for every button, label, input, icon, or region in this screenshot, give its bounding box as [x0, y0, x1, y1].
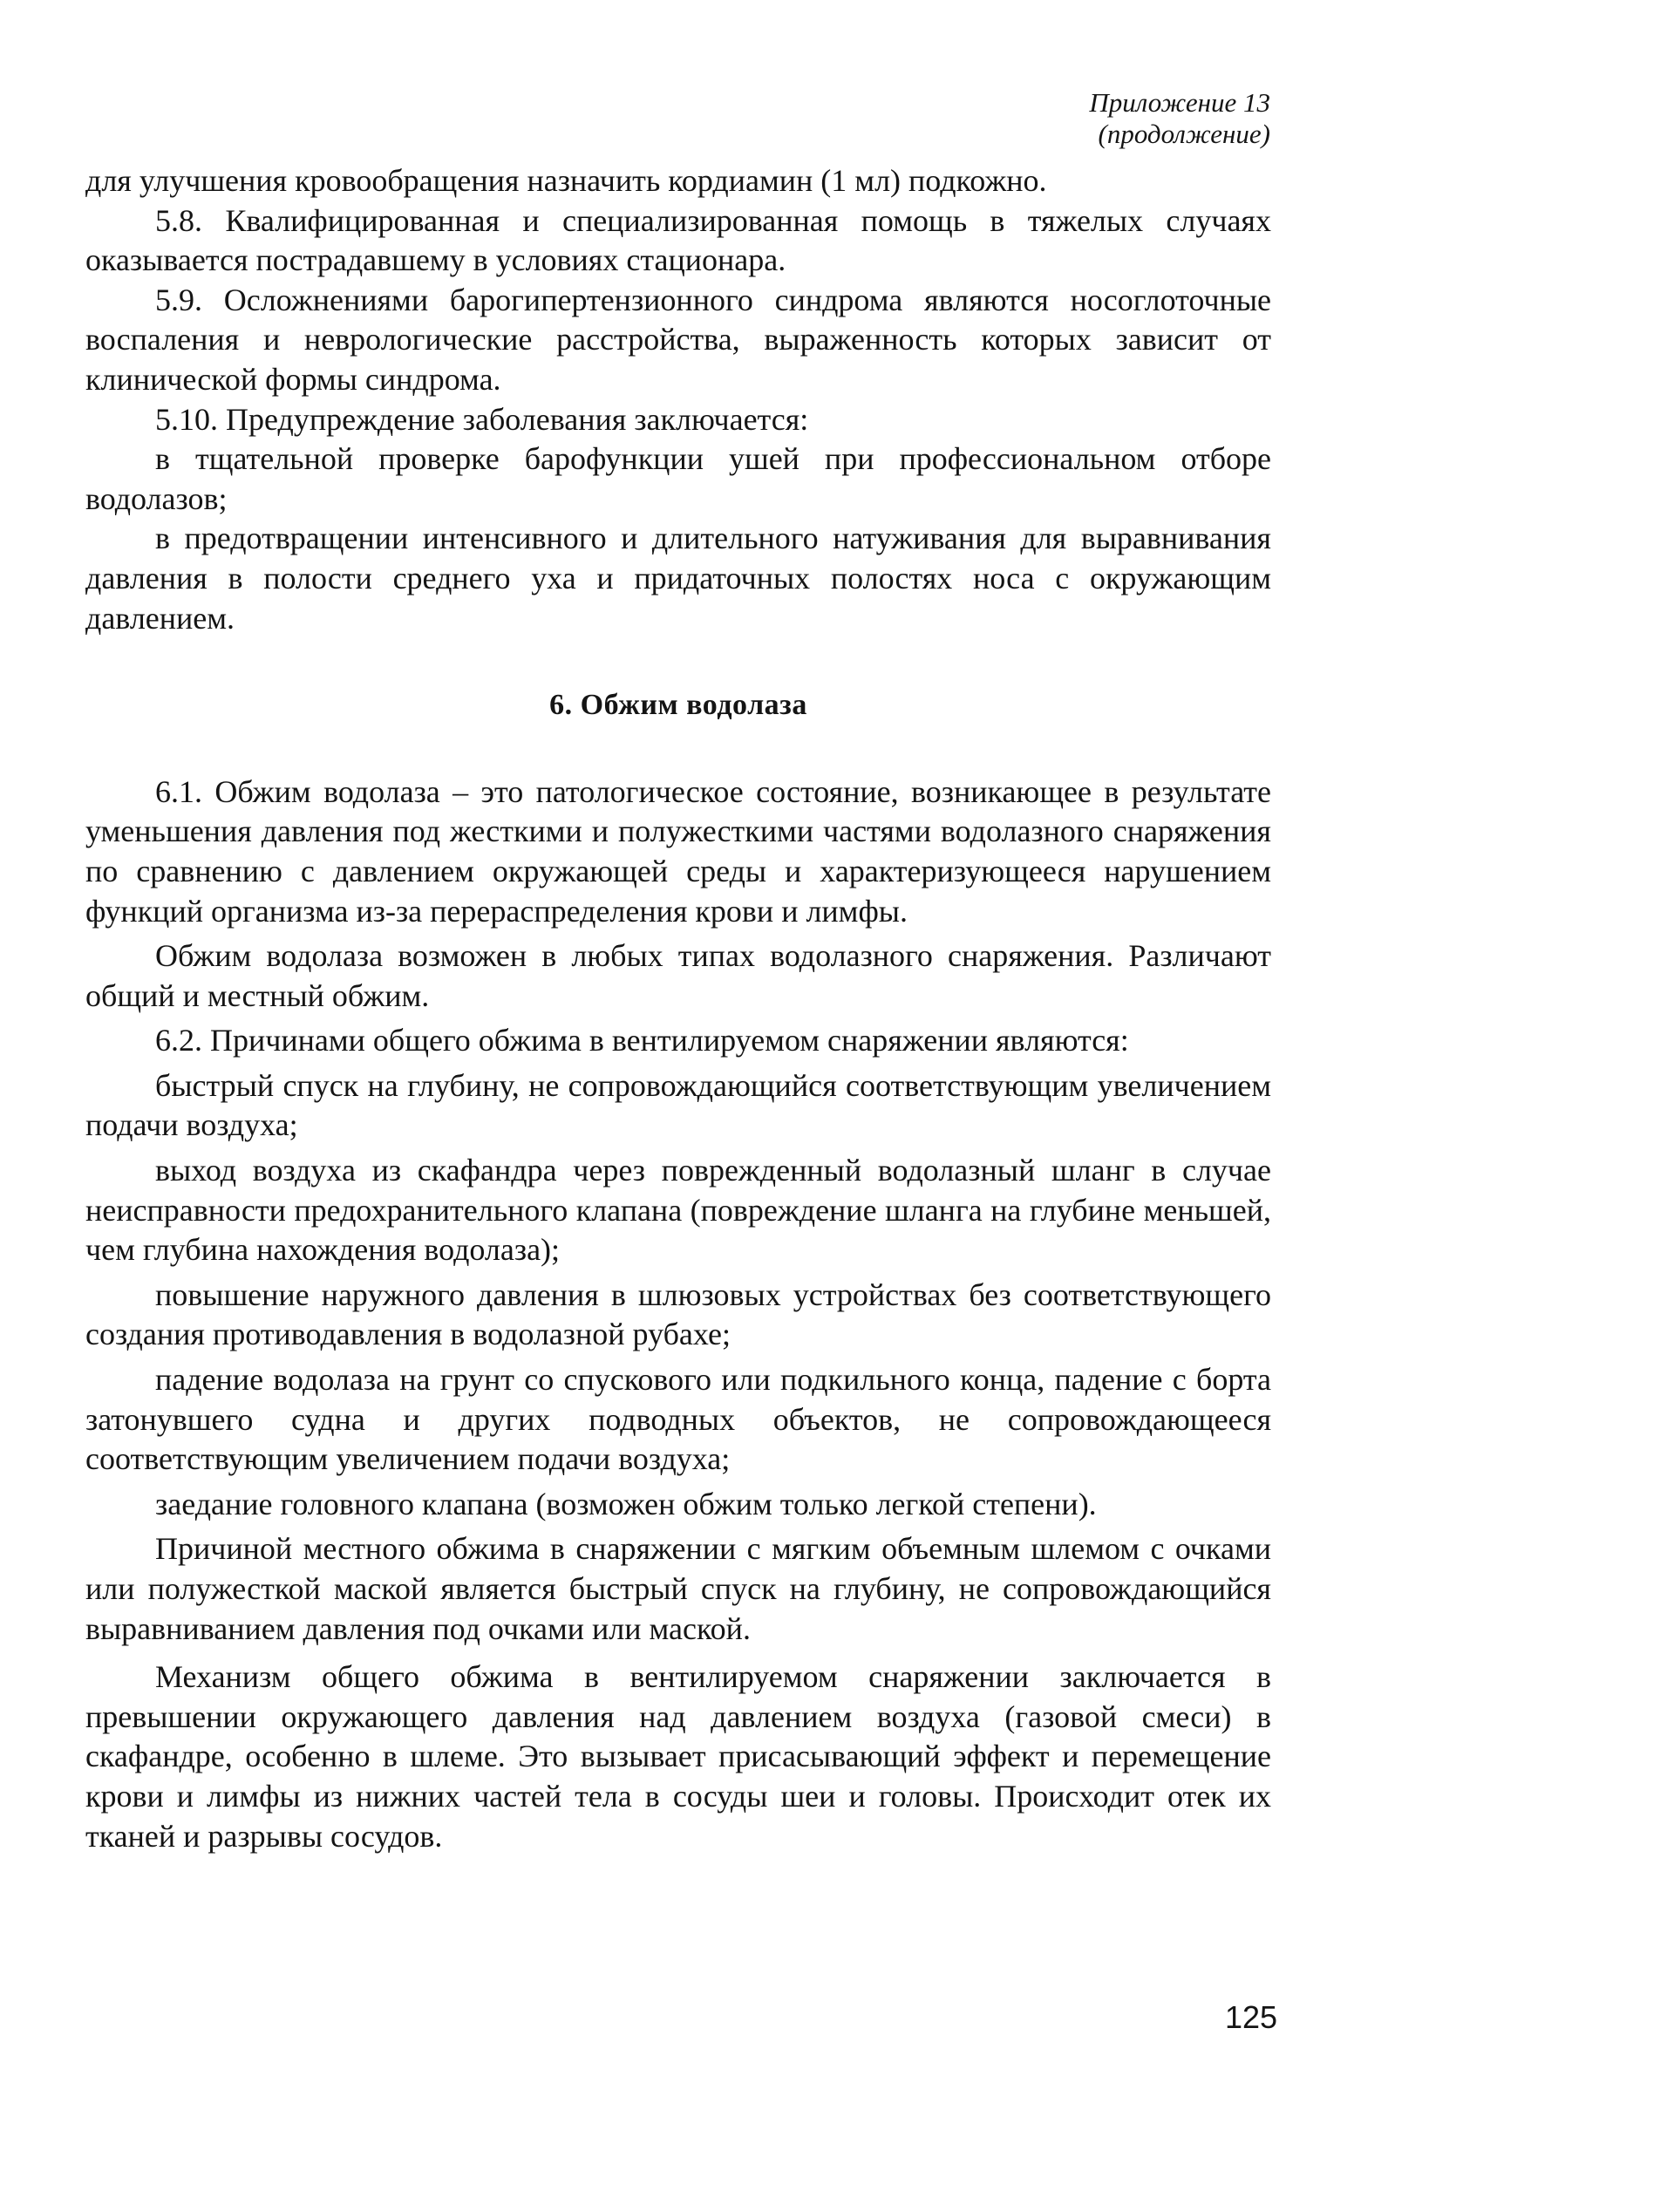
paragraph: Механизм общего обжима в вентилируемом снаряжении заключается в превышении окружающего давления над давлением воздуха (газовой смеси) в скафандре, особенно в шлеме. Это вызывает присасывающий эффект и перемещение крови и лимфы из нижних частей тела в сосуды шеи и головы. Происходит отек их тканей и разрывы сосудов. [85, 1659, 1271, 1854]
paragraph: 6.1. Обжим водолаза – это патологическое состояние, возникающее в результате уменьшения давления под жесткими и полужесткими частями водолазного снаряжения по сравнению с давлением окружающей среды и характеризующееся нарушением функций организма из-за перераспределения крови и лимфы. [85, 773, 1271, 929]
paragraph: повышение наружного давления в шлюзовых устройствах без соответствующего создания противодавления в водолазной рубахе; [85, 1276, 1271, 1352]
paragraph: в предотвращении интенсивного и длительного натуживания для выравнивания давления в полости среднего уха и придаточных полостях носа с окружающим давлением. [85, 521, 1271, 636]
paragraph: падение водолаза на грунт со спускового или подкильного конца, падение с борта затонувшего судна и других подводных объектов, не сопровождающееся соответствующим увеличением подачи воздуха; [85, 1362, 1271, 1477]
page-number: 125 [1225, 1999, 1278, 2035]
paragraph: 5.10. Предупреждение заболевания заключается: [155, 401, 809, 437]
page-header [1089, 87, 1270, 150]
section-heading: 6. Обжим водолаза [549, 689, 807, 722]
paragraph: выход воздуха из скафандра через поврежденный водолазный шланг в случае неисправности предохранительного клапана (повреждение шланга на глубине меньшей, чем глубина нахождения водолаза); [85, 1153, 1271, 1268]
body-text [85, 161, 1271, 1856]
paragraph: быстрый спуск на глубину, не сопровождающийся соответствующим увеличением подачи воздуха; [85, 1067, 1271, 1143]
paragraph: для улучшения кровообращения назначить кордиамин (1 мл) подкожно. [85, 163, 1047, 198]
paragraph: 6.2. Причинами общего обжима в вентилируемом снаряжении являются: [155, 1023, 1129, 1058]
paragraph: в тщательной проверке барофункции ушей при профессиональном отборе водолазов; [85, 441, 1271, 516]
paragraph: 5.8. Квалифицированная и специализированная помощь в тяжелых случаях оказывается пострадавшему в условиях стационара. [85, 202, 1271, 278]
paragraph: Обжим водолаза возможен в любых типах водолазного снаряжения. Различают общий и местный обжим. [85, 938, 1271, 1013]
continuation-label: (продолжение) [1098, 119, 1270, 149]
paragraph: заедание головного клапана (возможен обжим только легкой степени). [155, 1486, 1097, 1521]
paragraph: Причиной местного обжима в снаряжении с мягким объемным шлемом с очками или полужесткой маской является быстрый спуск на глубину, не сопровождающийся выравниванием давления под очками или маской. [85, 1531, 1271, 1646]
appendix-label: Приложение 13 [1089, 87, 1270, 118]
paragraph: 5.9. Осложнениями барогипертензионного синдрома являются носоглоточные воспаления и неврологические расстройства, выраженность которых зависит от клинической формы синдрома. [85, 282, 1271, 397]
